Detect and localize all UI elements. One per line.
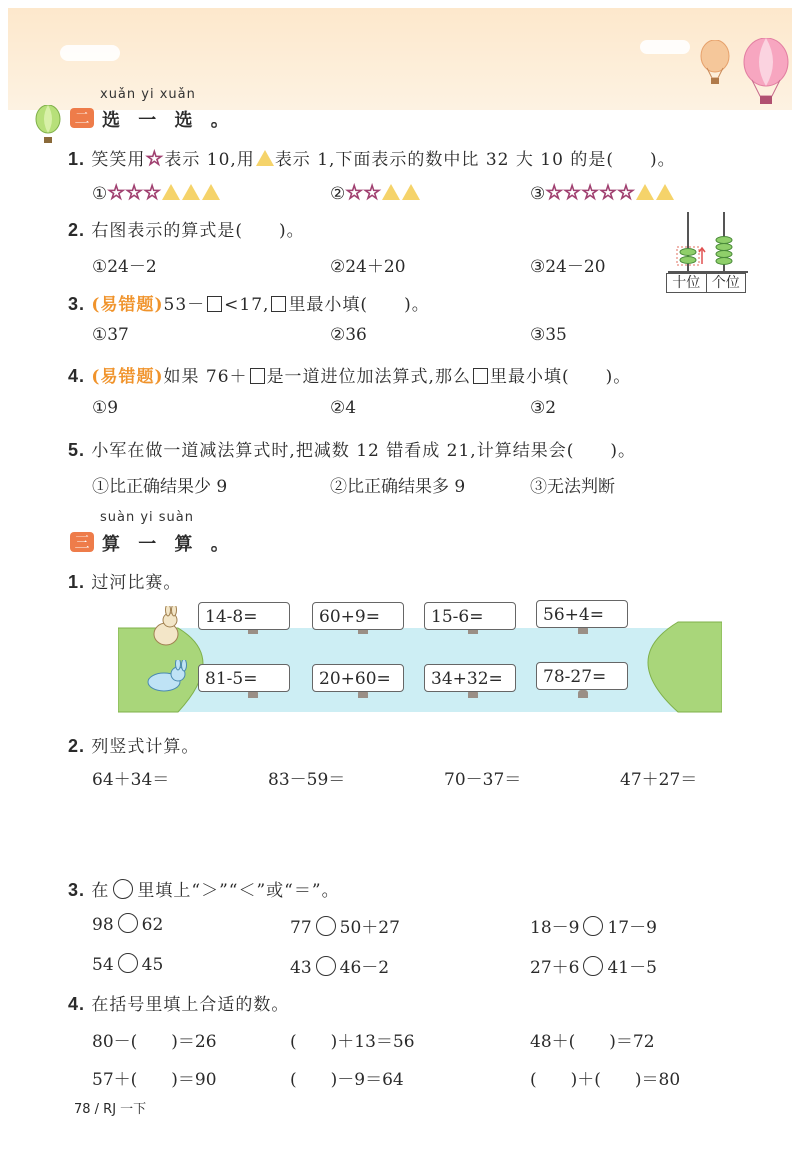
answer-box[interactable] [473,368,488,384]
question-number: 2. [68,220,86,240]
error-prone-tag: (易错题) [91,295,164,315]
star-icon: ☆ [145,146,165,170]
question-5 [68,436,636,461]
fill-blank-item[interactable]: ( )－9＝64 [290,1070,404,1090]
question-text: 过河比赛。 [91,573,182,593]
question-text: 在括号里填上合适的数。 [91,995,290,1015]
s3-question-2 [68,732,199,757]
calc-box-top-3[interactable]: 15-6= [424,602,516,630]
s3-question-1 [68,568,181,593]
calc-box-top-4[interactable]: 56+4= [536,600,628,628]
stepping-stone [578,690,588,698]
q5-option-1[interactable]: ①比正确结果少 9 [92,477,228,497]
option-mark: ① [92,184,108,204]
compare-left: 54 [92,955,114,975]
q4-option-3[interactable]: ③2 [530,398,557,418]
compare-item [530,913,657,938]
compare-circle[interactable] [118,953,138,973]
compare-circle[interactable] [583,916,603,936]
question-1 [68,145,676,170]
compare-right: 45 [141,955,164,975]
calc-box-bottom-3[interactable]: 34+32= [424,664,516,692]
compare-item [92,913,163,935]
abacus-labels [666,273,746,293]
compare-right: 50＋27 [339,918,400,938]
compare-right: 41－5 [607,958,657,978]
question-text: 列竖式计算。 [91,737,200,757]
triangle-icon [656,184,674,200]
question-4 [68,362,631,387]
rabbit-icon [142,660,188,696]
compare-circle[interactable] [316,916,336,936]
fill-blank-item[interactable]: ( )＋13＝56 [290,1032,415,1052]
s3-question-3 [68,876,340,901]
question-text: 里填上“＞”“＜”或“＝”。 [137,881,340,901]
question-number: 1. [68,572,86,592]
calc-box-bottom-1[interactable]: 81-5= [198,664,290,692]
hot-air-balloon-icon [34,105,62,145]
question-3 [68,290,430,315]
question-number: 1. [68,149,86,169]
question-text: 小军在做一道减法算式时,把减数 12 错看成 21,计算结果会( )。 [91,441,636,461]
vertical-calc-2: 83－59＝ [268,770,346,790]
abacus-tens-label: 十位 [667,274,707,292]
q3-option-1[interactable]: ①37 [92,325,129,345]
question-number: 2. [68,736,86,756]
question-2 [68,216,305,241]
vertical-calc-4: 47＋27＝ [620,770,698,790]
vertical-calc-3: 70－37＝ [444,770,522,790]
fill-blank-item[interactable]: 48＋( )＝72 [530,1032,655,1052]
q5-option-2[interactable]: ②比正确结果多 9 [330,477,466,497]
q2-option-2[interactable]: ②24＋20 [330,257,406,277]
section2-pinyin: xuǎn yi xuǎn [100,87,196,102]
fill-blank-item[interactable]: 80－( )＝26 [92,1032,217,1052]
vertical-calc-1: 64＋34＝ [92,770,170,790]
question-number: 4. [68,994,86,1014]
question-number: 4. [68,366,86,386]
option-mark: ② [330,184,346,204]
q3-option-2[interactable]: ②36 [330,325,367,345]
star-icons: ☆☆☆ [107,180,162,204]
rabbit-icon [146,606,186,650]
q2-option-3[interactable]: ③24－20 [530,257,606,277]
error-prone-tag: (易错题) [91,367,164,387]
question-number: 5. [68,440,86,460]
triangle-icon [162,184,180,200]
q2-option-1[interactable]: ①24－2 [92,257,157,277]
compare-item [530,953,657,978]
compare-circle[interactable] [583,956,603,976]
compare-left: 43 [290,958,312,978]
question-text: 表示 10,用 [164,150,255,170]
triangle-icon [636,184,654,200]
compare-item [92,953,163,975]
cloud-decoration [60,45,120,61]
q1-option-3[interactable] [530,180,675,204]
answer-box[interactable] [271,296,286,312]
hot-air-balloon-icon [698,40,732,88]
question-text: 表示 1,下面表示的数中比 32 大 10 的是( )。 [274,150,676,170]
abacus-ones-label: 个位 [711,275,740,291]
section2-number-badge: 二 [70,108,94,128]
calc-box-bottom-2[interactable]: 20+60= [312,664,404,692]
s3-question-4 [68,990,289,1015]
question-number: 3. [68,294,86,314]
q1-option-2[interactable] [330,180,421,204]
hot-air-balloon-icon [742,38,790,110]
question-text: 笑笑用 [91,150,146,170]
section3-pinyin: suàn yi suàn [100,510,195,525]
fill-blank-item[interactable]: 57＋( )＝90 [92,1070,217,1090]
q5-option-3[interactable]: ③无法判断 [530,477,615,497]
question-text: 是一道进位加法算式,那么 [266,367,471,387]
compare-item [290,913,400,938]
compare-item [290,953,389,978]
option-mark: ③ [530,184,546,204]
answer-box[interactable] [207,296,222,312]
calc-box-top-1[interactable]: 14-8= [198,602,290,630]
question-text: 在 [91,881,110,901]
triangle-icon [202,184,220,200]
q3-option-3[interactable]: ③35 [530,325,567,345]
calc-box-bottom-4[interactable]: 78-27= [536,662,628,690]
question-text: 里最小填( )。 [489,367,632,387]
compare-left: 27＋6 [530,958,580,978]
compare-left: 18－9 [530,918,580,938]
triangle-icon [182,184,200,200]
compare-right: 46－2 [339,958,390,978]
q4-option-1[interactable]: ①9 [92,398,119,418]
page-number: 78 / RJ 一下 [74,1102,147,1117]
triangle-icon [382,184,400,200]
calc-box-top-2[interactable]: 60+9= [312,602,404,630]
question-number: 3. [68,880,86,900]
compare-circle[interactable] [118,913,138,933]
star-icons: ☆☆ [345,180,382,204]
triangle-icon [402,184,420,200]
question-text: 右图表示的算式是( )。 [91,221,305,241]
compare-right: 17－9 [607,918,657,938]
triangle-icon [256,150,274,166]
question-text: 里最小填( )。 [288,295,430,315]
circle-icon [113,879,133,899]
abacus-figure [668,210,748,274]
compare-left: 77 [290,918,312,938]
section3-number-badge: 三 [70,532,94,552]
star-icons: ☆☆☆☆☆ [545,180,635,204]
cloud-decoration [640,40,690,54]
q4-option-2[interactable]: ②4 [330,398,357,418]
compare-right: 62 [141,915,164,935]
question-text: 如果 76＋ [163,367,248,387]
compare-circle[interactable] [316,956,336,976]
section2-title: 选 一 选 。 [102,110,235,131]
compare-left: 98 [92,915,114,935]
answer-box[interactable] [250,368,265,384]
question-text: 53－ [163,295,206,315]
fill-blank-item[interactable]: ( )＋( )＝80 [530,1070,681,1090]
question-text: <17, [224,295,270,315]
section3-title: 算 一 算 。 [102,534,235,555]
q1-option-1[interactable] [92,180,221,204]
